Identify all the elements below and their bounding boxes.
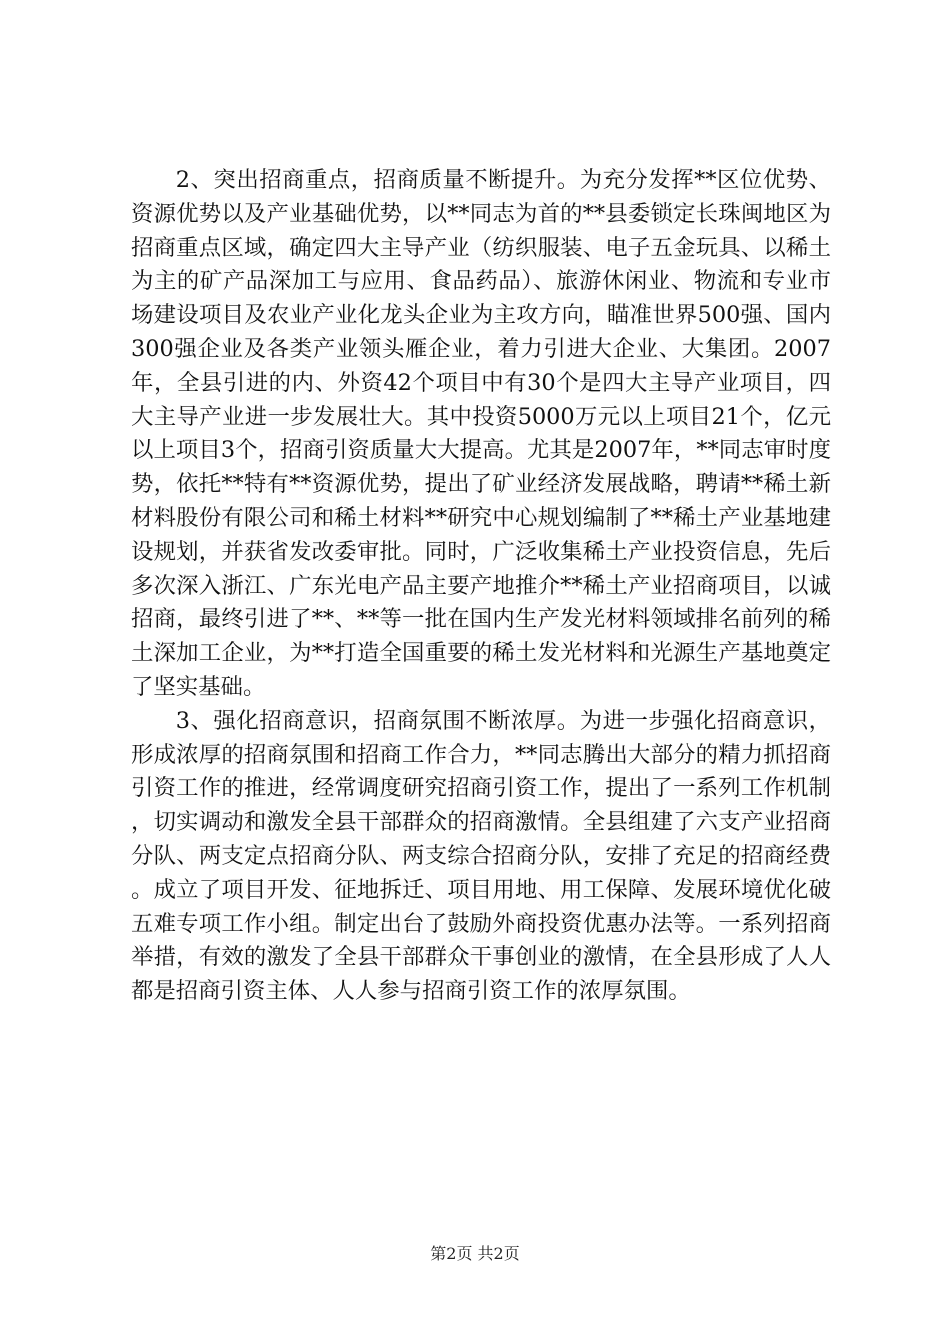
page-number-footer: 第2页 共2页 (430, 1244, 520, 1263)
paragraph-recruitment-awareness: 3、强化招商意识，招商氛围不断浓厚。为进一步强化招商意识，形成浓厚的招商氛围和招商工作合力，**同志腾出大部分的精力抓招商引资工作的推进，经常调度研究招商引资工作，提出了一系列工作机制，切实调动和激发全县干部群众的招商激情。全县组建了六支产业招商分队、两支定点招商分队、两支综合招商分队，安排了充足的招商经费。成立了项目开发、征地拆迁、项目用地、用工保障、发展环境优化破五难专项工作小组。制定出台了鼓励外商投资优惠办法等。一系列招商举措，有效的激发了全县干部群众干事创业的激情，在全县形成了人人都是招商引资主体、人人参与招商引资工作的浓厚氛围。 (131, 707, 831, 1005)
document-body (131, 164, 831, 1009)
paragraph-recruitment-focus: 2、突出招商重点，招商质量不断提升。为充分发挥**区位优势、资源优势以及产业基础优势，以**同志为首的**县委锁定长珠闽地区为招商重点区域，确定四大主导产业（纺织服装、电子五金玩具、以稀土为主的矿产品深加工与应用、食品药品）、旅游休闲业、物流和专业市场建设项目及农业产业化龙头企业为主攻方向，瞄准世界500强、国内300强企业及各类产业领头雁企业，着力引进大企业、大集团。2007年，全县引进的内、外资42个项目中有30个是四大主导产业项目，四大主导产业进一步发展壮大。其中投资5000万元以上项目21个，亿元以上项目3个，招商引资质量大大提高。尤其是2007年，**同志审时度势，依托**特有**资源优势，提出了矿业经济发展战略，聘请**稀土新材料股份有限公司和稀土材料**研究中心规划编制了**稀土产业基地建设规划，并获省发改委审批。同时，广泛收集稀土产业投资信息，先后多次深入浙江、广东光电产品主要产地推介**稀土产业招商项目，以诚招商，最终引进了**、**等一批在国内生产发光材料领域排名前列的稀土深加工企业，为**打造全国重要的稀土发光材料和光源生产基地奠定了坚实基础。 (131, 167, 831, 700)
